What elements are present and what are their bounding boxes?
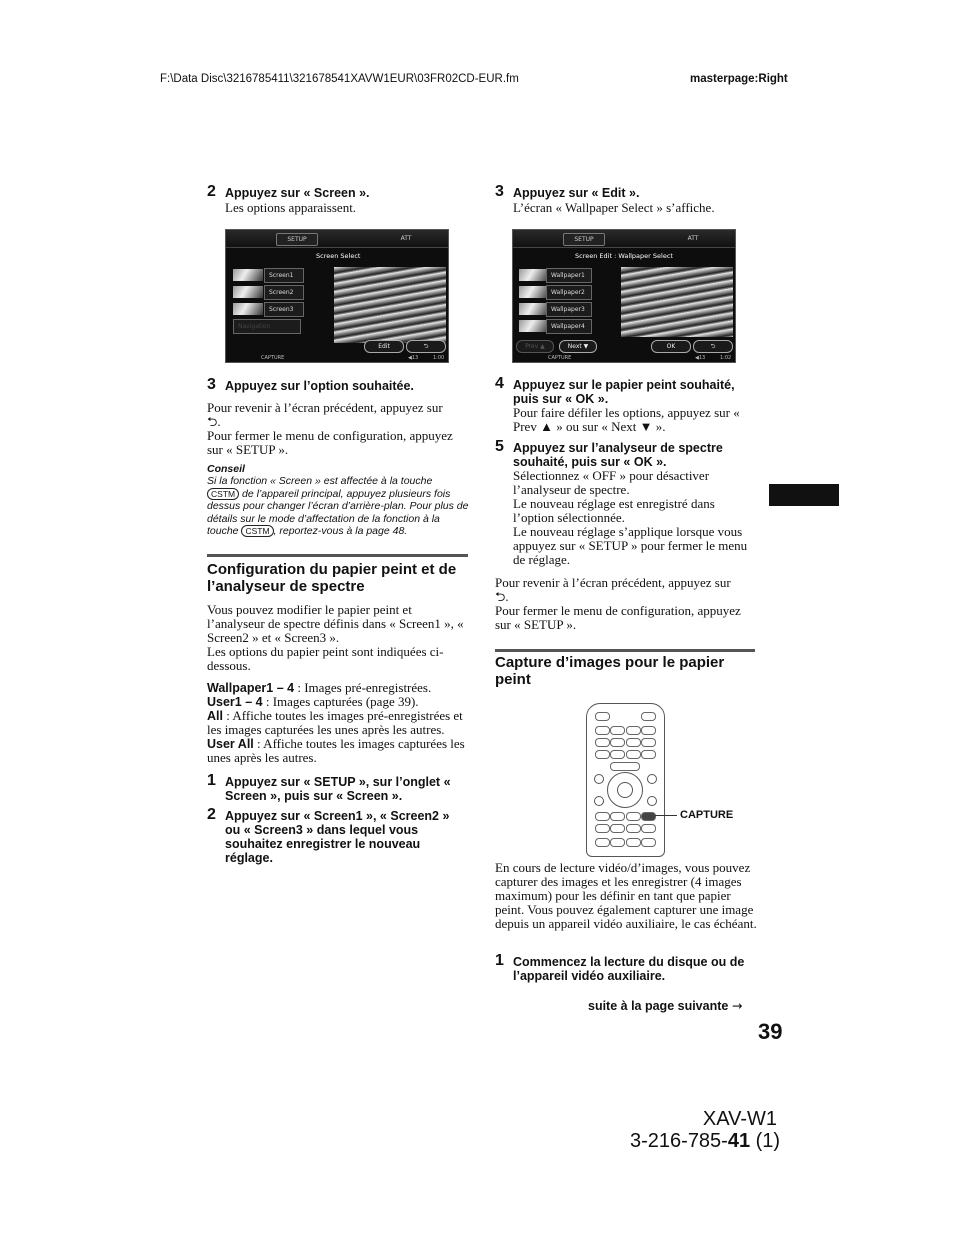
remote-button: [594, 774, 604, 784]
page-number: 39: [758, 1019, 783, 1044]
remote-button: [610, 762, 640, 771]
prev-button[interactable]: Prev ▲: [516, 340, 554, 353]
screen-select-screenshot: [225, 229, 449, 363]
remote-button: [610, 750, 625, 759]
screen3-button[interactable]: Screen3: [264, 302, 304, 317]
back-arrow-icon: ⮌: [710, 343, 716, 350]
speaker-icon: ◀: [408, 355, 412, 361]
remote-button: [641, 738, 656, 747]
cstm-key: CSTM: [207, 488, 239, 500]
volume-indicator: ◀13: [408, 355, 419, 361]
remote-button: [626, 824, 641, 833]
close-instruction: Pour fermer le menu de configuration, appuyez sur « SETUP ».: [495, 603, 741, 632]
wallpaper3-button[interactable]: Wallpaper3: [546, 302, 592, 317]
speaker-icon: ◀: [695, 355, 699, 361]
back-button[interactable]: [693, 340, 733, 353]
section-rule: [207, 554, 468, 557]
option-item: User1 – 4 : Images capturées (page 39).: [207, 694, 419, 709]
option-item: User All : Affiche toutes les images capturées les unes après les autres.: [207, 736, 465, 765]
thumbnail: [233, 303, 263, 315]
remote-button: [626, 812, 641, 821]
capture-label: CAPTURE: [548, 355, 572, 361]
back-button[interactable]: [406, 340, 446, 353]
thumbnail: [233, 269, 263, 281]
cstm-key: CSTM: [241, 525, 273, 537]
remote-button: [647, 796, 657, 806]
thumbnail: [519, 286, 549, 298]
screen2-button[interactable]: Screen2: [264, 285, 304, 300]
remote-button: [610, 838, 625, 847]
tab-att[interactable]: ATT: [687, 235, 699, 242]
option-item: All : Affiche toutes les images pré-enregistrées et les images capturées les unes après les autres.: [207, 708, 463, 737]
file-path: F:\Data Disc\3216785411\321678541XAVW1EUR\03FR02CD-EUR.fm: [160, 73, 519, 85]
thumbnail: [519, 269, 549, 281]
remote-button: [641, 712, 656, 721]
product-code: 3-216-785-41 (1): [630, 1130, 781, 1152]
wallpaper2-button[interactable]: Wallpaper2: [546, 285, 592, 300]
remote-button: [610, 726, 625, 735]
intro-paragraph: Vous pouvez modifier le papier peint et l’analyseur de spectre définis dans « Screen1 », « Screen2 » et « Screen3 ».: [207, 602, 464, 645]
remote-button: [610, 824, 625, 833]
screen1-button[interactable]: Screen1: [264, 268, 304, 283]
wallpaper-preview: [334, 267, 446, 343]
screen-title: Screen Select: [316, 252, 361, 260]
arrow-right-icon: →: [731, 998, 743, 1013]
tab-setup[interactable]: SETUP: [563, 233, 605, 246]
next-button[interactable]: Next ▼: [559, 340, 597, 353]
back-arrow-icon: ⮌: [423, 343, 429, 350]
remote-button: [626, 750, 641, 759]
tip-title: Conseil: [207, 463, 245, 475]
remote-button: [610, 738, 625, 747]
wallpaper4-button[interactable]: Wallpaper4: [546, 319, 592, 334]
thumbnail: [233, 286, 263, 298]
remote-button: [595, 812, 610, 821]
remote-button: [641, 838, 656, 847]
wallpaper-select-screenshot: [512, 229, 736, 363]
capture-paragraph: En cours de lecture vidéo/d’images, vous pouvez capturer des images et les enregistrer (4 images maximum) pour les définir en tant que papier peint. Vous pouvez également capturer une image depuis un appareil vidéo auxiliaire, le cas échéant.: [495, 860, 757, 931]
model-name: XAV-W1: [702, 1108, 777, 1130]
clock: 1:00: [433, 355, 445, 361]
masterpage-label: masterpage:Right: [690, 73, 788, 85]
remote-button: [641, 750, 656, 759]
remote-button: [595, 738, 610, 747]
navigation-button[interactable]: Navigation: [233, 319, 301, 334]
return-arrow-icon: ⮌: [207, 415, 218, 430]
section-title-capture: Capture d’images pour le papier peint: [495, 654, 725, 688]
clock: 1:02: [720, 355, 732, 361]
return-arrow-icon: ⮌: [495, 590, 506, 605]
remote-button: [594, 796, 604, 806]
remote-button: [647, 774, 657, 784]
screen-title: Screen Edit : Wallpaper Select: [575, 252, 673, 260]
remote-button: [595, 750, 610, 759]
remote-button: [595, 838, 610, 847]
tip-box: Conseil Si la fonction « Screen » est affectée à la touche CSTM de l’appareil principal, appuyez plusieurs fois dessus pour changer l’écran d’arrière-plan. Pour plus de détails sur le mode d’affectation de la fonction à la touche CSTM , reportez-vous à la page 48.: [207, 463, 469, 538]
capture-button: [641, 812, 656, 821]
continue-note: suite à la page suivante →: [588, 998, 743, 1013]
section-rule: [495, 649, 755, 652]
remote-button: [641, 726, 656, 735]
remote-button: [641, 824, 656, 833]
remote-button: [626, 838, 641, 847]
remote-button: [610, 812, 625, 821]
remote-button: [595, 712, 610, 721]
capture-label: CAPTURE: [261, 355, 285, 361]
wallpaper1-button[interactable]: Wallpaper1: [546, 268, 592, 283]
remote-button: [595, 726, 610, 735]
thumbnail: [519, 303, 549, 315]
wallpaper-preview: [621, 267, 733, 337]
remote-button: [595, 824, 610, 833]
ok-button[interactable]: OK: [651, 340, 691, 353]
remote-button: [626, 726, 641, 735]
tab-att[interactable]: ATT: [400, 235, 412, 242]
remote-button: [626, 738, 641, 747]
option-item: Wallpaper1 – 4 : Images pré-enregistrées.: [207, 680, 432, 695]
capture-callout: CAPTURE: [680, 809, 734, 821]
callout-line: [655, 815, 677, 816]
dpad-icon: [607, 772, 643, 808]
section-title-wallpaper: Configuration du papier peint et de l’analyseur de spectre: [207, 561, 457, 595]
intro-paragraph-2: Les options du papier peint sont indiquées ci-dessous.: [207, 644, 444, 673]
return-instruction: Pour revenir à l’écran précédent, appuyez sur ⮌.: [207, 400, 443, 430]
tab-setup[interactable]: SETUP: [276, 233, 318, 246]
thumbnail: [519, 320, 549, 332]
close-instruction: Pour fermer le menu de configuration, appuyez sur « SETUP ».: [207, 428, 453, 457]
return-instruction: Pour revenir à l’écran précédent, appuyez sur ⮌.: [495, 575, 731, 605]
chapter-tab-marker: [769, 484, 839, 506]
wallpaper-options: [207, 681, 469, 765]
remote-control-illustration: [586, 703, 665, 857]
volume-indicator: ◀13: [695, 355, 706, 361]
edit-button[interactable]: Edit: [364, 340, 404, 353]
